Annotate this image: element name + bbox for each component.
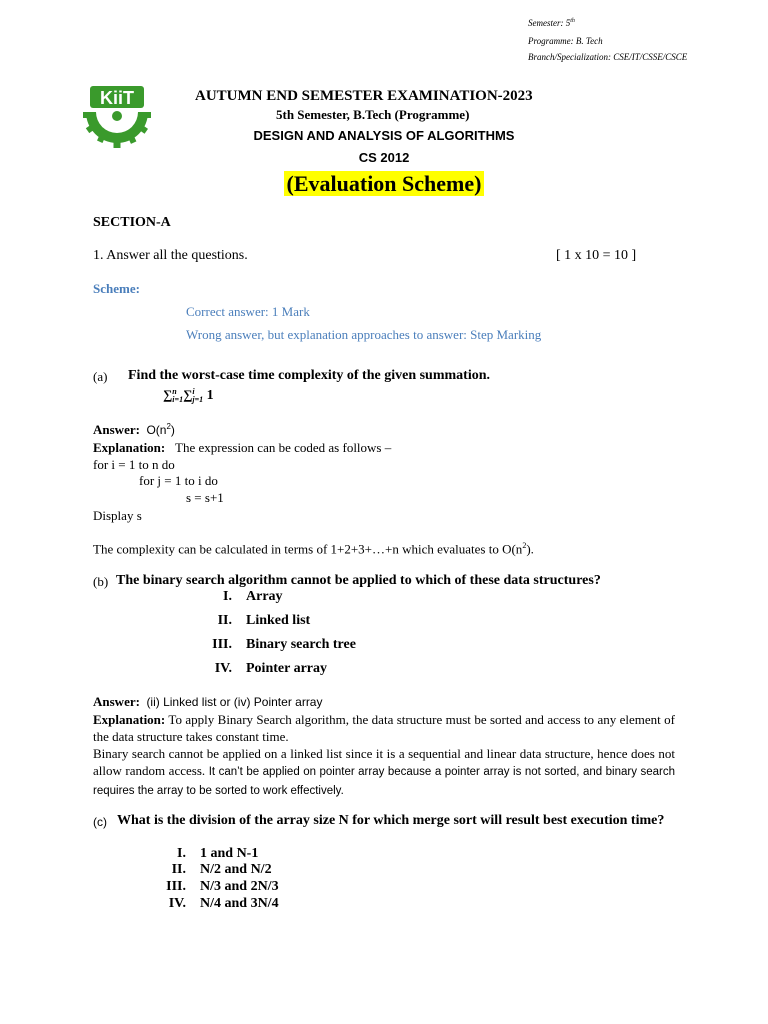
qa-answer: Answer: $O(n^2)$ xyxy=(93,422,175,437)
semester-line: 5th Semester, B.Tech (Programme) xyxy=(276,107,470,122)
qa-complexity: The complexity can be calculated in terms of 1+2+3+…+n which evaluates to $O(n^2)$. xyxy=(93,541,534,557)
qa-code-line-1: for i = 1 to n do xyxy=(93,457,175,472)
evaluation-scheme-title: (Evaluation Scheme) xyxy=(0,171,768,197)
qc-option: IV. N/4 and 3N/4 xyxy=(168,896,279,911)
qc-option: III. N/3 and 2N/3 xyxy=(166,879,279,894)
q1-instruction: 1. Answer all the questions. xyxy=(93,248,248,263)
logo-text: KiiT xyxy=(100,88,134,108)
qa-summation-formula: ∑n i=1∑i j=1 1 xyxy=(163,386,214,404)
qb-question: The binary search algorithm cannot be applied to which of these data structures? xyxy=(116,573,601,588)
subject-title: DESIGN AND ANALYSIS OF ALGORITHMS xyxy=(253,128,515,143)
exam-title: AUTUMN END SEMESTER EXAMINATION-2023 xyxy=(195,88,533,104)
qc-option: I. 1 and N-1 xyxy=(177,846,259,861)
qa-question: Find the worst-case time complexity of the given summation. xyxy=(128,368,491,383)
meta-semester: Semester: 5th xyxy=(528,18,575,28)
qa-label: (a) xyxy=(93,369,108,384)
scheme-line-1: Correct answer: 1 Mark xyxy=(186,304,310,319)
qb-option: II. Linked list xyxy=(217,613,311,628)
qb-explanation-p1: Explanation: To apply Binary Search algorithm, the data structure must be sorted and access to any element of the data structure takes constant time. xyxy=(93,712,676,744)
meta-branch: Branch/Specialization: CSE/IT/CSSE/CSCE xyxy=(528,52,688,62)
qa-code-line-3: s = s+1 xyxy=(186,490,224,505)
scheme-label: Scheme: xyxy=(93,281,140,296)
qa-code-line-4: Display s xyxy=(93,508,142,523)
qc-label: (c) xyxy=(93,815,107,829)
qb-option: III. Binary search tree xyxy=(212,637,356,652)
qb-option: I. Array xyxy=(223,589,283,604)
meta-programme: Programme: B. Tech xyxy=(528,36,603,46)
qb-label: (b) xyxy=(93,574,109,589)
qc-option: II. N/2 and N/2 xyxy=(171,862,272,877)
qb-explanation-p2: Binary search cannot be applied on a linked list since it is a sequential and linear data structure, hence does not allow random access. It can’t be applied on pointer array because a pointer array is not sorted, and binary search requires the array to be sorted to work effectively. xyxy=(93,746,675,797)
q1-marks: [ 1 x 10 = 10 ] xyxy=(556,248,637,263)
section-heading: SECTION-A xyxy=(93,215,171,230)
qc-question: What is the division of the array size N for which merge sort will result best execution time? xyxy=(117,813,665,828)
qa-code-line-2: for j = 1 to i do xyxy=(139,473,218,488)
scheme-line-2: Wrong answer, but explanation approaches to answer: Step Marking xyxy=(186,327,542,342)
course-code: CS 2012 xyxy=(358,150,410,165)
qb-answer: Answer: (ii) Linked list or (iv) Pointer array xyxy=(93,694,323,709)
qb-option: IV. Pointer array xyxy=(214,661,327,676)
qa-explanation: Explanation: The expression can be coded as follows – xyxy=(93,440,392,455)
